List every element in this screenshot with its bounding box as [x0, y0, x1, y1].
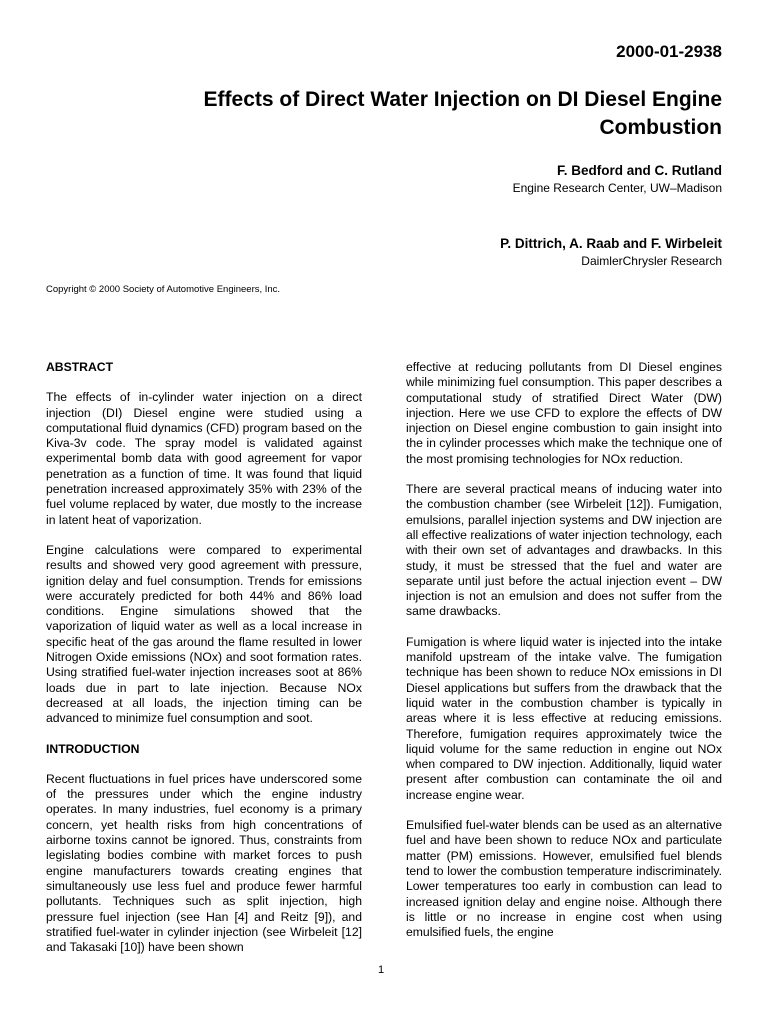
paper-title: Effects of Direct Water Injection on DI Diesel Engine Combustion — [203, 88, 722, 139]
page-number: 1 — [378, 964, 385, 976]
left-column — [46, 360, 362, 970]
body-paragraph: effective at reducing pollutants from DI Diesel engines while minimizing fuel consumption. This paper describes a computational study of stratified Direct Water (DW) injection. Here we use CFD to explore the effects of DW injection on Diesel engine combustion to gain insight into the in cylinder processes which make the technique one of the most promising technologies for NOx reduction. — [406, 360, 722, 466]
body-paragraph: Emulsified fuel-water blends can be used as an alternative fuel and have been shown to reduce NOx and particulate matter (PM) emissions. However, emulsified fuel blends tend to lower the combustion temperature indiscriminately. Lower temperatures too early in combustion can lead to increased ignition delay and engine noise. Although there is little or no increase in engine cost when using emulsified fuels, the engine — [406, 818, 722, 940]
introduction-heading: INTRODUCTION — [46, 741, 140, 756]
author-block-2 — [500, 235, 722, 269]
copyright-notice: Copyright © 2000 Society of Automotive Engineers, Inc. — [46, 284, 281, 295]
author-block-1 — [513, 162, 722, 196]
author-affiliation: DaimlerChrysler Research — [581, 254, 722, 268]
body-paragraph: Fumigation is where liquid water is injected into the intake manifold upstream of the intake valve. The fumigation technique has been shown to reduce NOx emissions in DI Diesel applications but suffers from the drawback that the liquid water in the combustion chamber is typically in areas where it is less effective at reducing emissions. Therefore, fumigation requires approximately twice the liquid volume for the same reduction in engine out NOx when compared to DW injection. Additionally, liquid water present after combustion can contaminate the oil and increase engine wear. — [406, 634, 722, 802]
author-affiliation: Engine Research Center, UW–Madison — [512, 181, 722, 195]
author-names: F. Bedford and C. Rutland — [557, 163, 722, 178]
author-names: P. Dittrich, A. Raab and F. Wirbeleit — [500, 236, 722, 251]
right-column — [406, 360, 722, 955]
paper-id: 2000-01-2938 — [616, 42, 722, 61]
abstract-paragraph: Engine calculations were compared to experimental results and showed very good agreement with pressure, ignition delay and fuel consumption. Trends for emissions were accurately predicted for both 44% and 86% load conditions. Engine simulations showed that the vaporization of liquid water as well as a local increase in specific heat of the gas around the flame resulted in lower Nitrogen Oxide emissions (NOx) and soot formation rates. Using stratified fuel-water injection increases soot at 86% loads due in part to late injection. Because NOx decreased at all loads, the injection timing can be advanced to minimize fuel consumption and soot. — [46, 542, 362, 726]
introduction-paragraph: Recent fluctuations in fuel prices have underscored some of the pressures under which the engine industry operates. In many industries, fuel economy is a primary concern, yet health risks from high concentrations of airborne toxins cannot be ignored. Thus, constraints from legislating bodies combine with market forces to push engine manufacturers towards creating engines that simultaneously use less fuel and produce fewer harmful pollutants. Techniques such as split injection, high pressure fuel injection (see Han [4] and Reitz [9]), and stratified fuel-water in cylinder injection (see Wirbeleit [12] and Takasaki [10]) have been shown — [46, 771, 362, 955]
abstract-paragraph: The effects of in-cylinder water injection on a direct injection (DI) Diesel engine were studied using a computational fluid dynamics (CFD) program based on the Kiva-3v code. The spray model is validated against experimental bomb data with good agreement for vapor penetration as a function of time. It was found that liquid penetration increased approximately 35% with 23% of the fuel volume replaced by water, due mostly to the increase in latent heat of vaporization. — [46, 390, 362, 527]
body-paragraph: There are several practical means of inducing water into the combustion chamber (see Wirbeleit [12]). Fumigation, emulsions, parallel injection systems and DW injection are all effective realizations of water injection technology, each with their own set of advantages and drawbacks. In this study, it must be stressed that the fuel and water are separate until just before the actual injection event – DW injection is not an emulsion and does not suffer from the same drawbacks. — [406, 482, 722, 619]
abstract-heading: ABSTRACT — [46, 360, 114, 374]
